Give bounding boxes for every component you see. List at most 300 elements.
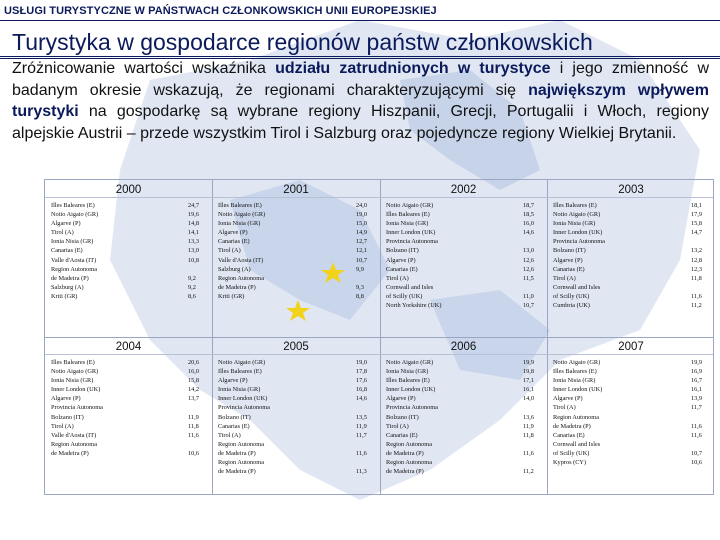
share-value: 11,5: [523, 274, 534, 282]
share-value: 15,8: [188, 377, 200, 385]
region-name: Bolzano (IT): [386, 413, 419, 421]
year-panel-2006: [380, 337, 547, 496]
region-name: Notio Aigaio (GR): [386, 202, 434, 209]
table-row: [218, 256, 376, 265]
table-row: [386, 301, 543, 310]
region-name: Cornwall and Isles: [553, 440, 601, 448]
region-name: de Madeira (P): [51, 274, 89, 282]
table-row: [553, 201, 711, 210]
table-row: [553, 274, 711, 283]
region-name: Bolzano (IT): [51, 413, 84, 421]
year-panel-2003: [547, 180, 715, 337]
region-name: Ionia Nisia (GR): [218, 386, 261, 394]
regions-table-grid: [44, 179, 714, 495]
table-row: [51, 431, 208, 440]
share-value: 17,8: [356, 368, 368, 376]
table-row: [218, 431, 376, 440]
share-value: 14,2: [188, 386, 200, 394]
year-heading: 2004: [115, 341, 142, 353]
share-value: 9,3: [356, 283, 364, 291]
intro-emphasis-2: największym wpływem turystyki: [12, 81, 710, 120]
table-row: [386, 201, 543, 210]
table-row: [51, 265, 208, 274]
share-value: 14,6: [523, 229, 535, 237]
table-row: [386, 440, 543, 449]
share-value: 24,7: [188, 202, 200, 209]
region-name: Illes Baleares (E): [386, 377, 430, 385]
table-row: [553, 413, 711, 422]
share-value: 10,7: [523, 302, 535, 310]
region-name: Region Autonoma: [218, 274, 264, 282]
share-value: 8,8: [356, 292, 364, 300]
region-name: Ionia Nisia (GR): [51, 377, 94, 385]
region-name: Provincia Autonoma: [553, 238, 605, 246]
table-row: [386, 274, 543, 283]
share-value: 11,0: [523, 292, 534, 300]
table-row: [553, 403, 711, 412]
table-row: [51, 376, 208, 385]
year-panel-2004: [45, 337, 212, 496]
table-row: [386, 237, 543, 246]
share-value: [691, 440, 711, 449]
share-value: 11,6: [188, 431, 199, 439]
year-panel-2007: [547, 337, 715, 496]
region-name: Notio Aigaio (GR): [51, 211, 99, 219]
region-name: Valle d'Aosta (IT): [51, 431, 97, 439]
share-value: 12,6: [523, 265, 535, 273]
table-row: [386, 292, 543, 301]
year-panel-2000: [45, 180, 212, 337]
table-row: [386, 449, 543, 458]
table-row: [553, 458, 711, 467]
region-name: Tirol (A): [386, 422, 409, 430]
region-name: Inner London (UK): [386, 229, 436, 237]
region-name: Ionia Nisia (GR): [218, 220, 261, 228]
region-name: Canarias (E): [386, 431, 418, 439]
share-value: [188, 440, 208, 449]
region-name: Algarve (P): [51, 395, 81, 403]
table-row: [553, 237, 711, 246]
header-divider: [0, 20, 720, 21]
region-name: Tirol (A): [51, 229, 74, 237]
region-name: Inner London (UK): [553, 386, 603, 394]
table-row: [553, 265, 711, 274]
share-value: 10,7: [691, 449, 703, 457]
region-name: Algarve (P): [51, 220, 81, 228]
region-name: Illes Baleares (E): [553, 368, 597, 376]
table-row: [386, 283, 543, 292]
intro-paragraph: [12, 58, 709, 144]
year-heading: 2005: [283, 341, 309, 353]
region-name: Tirol (A): [218, 247, 241, 255]
share-value: 10,6: [188, 449, 200, 457]
table-row: [386, 385, 543, 394]
share-value: 17,1: [523, 377, 535, 385]
region-name: de Madeira (P): [218, 449, 256, 457]
region-name: Illes Baleares (E): [218, 368, 262, 376]
table-row: [386, 367, 543, 376]
table-row: [386, 403, 543, 412]
year-panel-2002: [380, 180, 547, 337]
table-row: [51, 403, 208, 412]
table-row: [218, 210, 376, 219]
region-name: de Madeira (P): [386, 468, 424, 476]
share-value: 16,9: [691, 368, 703, 376]
region-name: Canarias (E): [553, 431, 585, 439]
table-row: [553, 385, 711, 394]
region-name: Cornwall and Isles: [386, 283, 434, 291]
table-row: [386, 265, 543, 274]
share-value: 19,0: [356, 211, 368, 219]
table-row: [553, 431, 711, 440]
share-value: 13,9: [691, 395, 703, 403]
share-value: 12,7: [356, 238, 368, 246]
table-row: [553, 210, 711, 219]
share-value: 13,0: [188, 247, 200, 255]
share-value: 11,7: [356, 431, 367, 439]
share-value: 24,0: [356, 202, 368, 209]
region-name: Cumbria (UK): [553, 302, 590, 310]
table-row: [218, 292, 376, 301]
share-value: 11,6: [691, 292, 702, 300]
region-name: Ionia Nisia (GR): [553, 220, 596, 228]
region-name: Algarve (P): [553, 256, 583, 264]
year-heading: 2006: [450, 341, 477, 353]
share-value: 11,2: [691, 302, 702, 310]
region-list: [51, 201, 208, 301]
share-value: 19,0: [356, 359, 368, 366]
share-value: 14,7: [691, 229, 703, 237]
share-value: 15,8: [691, 220, 703, 228]
share-value: [188, 265, 208, 274]
share-value: 13,3: [188, 238, 200, 246]
year-heading: 2007: [618, 341, 644, 353]
share-value: 18,5: [523, 211, 535, 219]
region-name: Illes Baleares (E): [51, 202, 95, 209]
share-value: 12,3: [691, 265, 703, 273]
region-name: Bolzano (IT): [218, 413, 251, 421]
share-value: [356, 440, 376, 449]
share-value: [691, 413, 711, 422]
table-row: [553, 246, 711, 255]
table-row: [51, 228, 208, 237]
region-name: Region Autonoma: [51, 265, 97, 273]
share-value: 19,8: [523, 368, 535, 376]
share-value: 9,2: [188, 283, 196, 291]
region-name: de Madeira (P): [51, 449, 89, 457]
region-name: Algarve (P): [218, 229, 248, 237]
share-value: [356, 458, 376, 467]
region-name: Ionia Nisia (GR): [386, 220, 429, 228]
region-name: Valle d'Aosta (IT): [218, 256, 264, 264]
region-name: Kriti (GR): [218, 292, 245, 300]
region-name: Provincia Autonoma: [386, 404, 438, 412]
share-value: [523, 237, 543, 246]
region-name: Tirol (A): [553, 404, 576, 412]
table-row: [386, 210, 543, 219]
share-value: 20,6: [188, 359, 200, 366]
table-row: [553, 449, 711, 458]
table-row: [218, 385, 376, 394]
table-row: [51, 440, 208, 449]
share-value: 16,1: [691, 386, 703, 394]
region-name: Salzburg (A): [218, 265, 251, 273]
region-name: Provincia Autonoma: [51, 404, 103, 412]
region-name: Tirol (A): [386, 274, 409, 282]
share-value: 13,0: [523, 247, 535, 255]
table-row: [51, 201, 208, 210]
share-value: 13,6: [523, 413, 535, 421]
share-value: [691, 283, 711, 292]
region-name: Algarve (P): [553, 395, 583, 403]
share-value: 14,8: [188, 220, 200, 228]
table-row: [553, 219, 711, 228]
share-value: [523, 440, 543, 449]
region-list: [553, 201, 711, 310]
region-name: Region Autonoma: [386, 440, 432, 448]
share-value: 14,9: [356, 229, 368, 237]
year-heading: 2001: [283, 184, 309, 196]
region-name: Inner London (UK): [218, 395, 268, 403]
table-row: [386, 246, 543, 255]
table-row: [218, 246, 376, 255]
table-row: [386, 458, 543, 467]
share-value: 13,2: [691, 247, 703, 255]
region-name: Region Autonoma: [553, 413, 599, 421]
share-value: 11,8: [523, 431, 534, 439]
region-name: North Yorkshire (UK): [386, 302, 442, 310]
share-value: [356, 403, 376, 412]
table-row: [553, 440, 711, 449]
table-row: [51, 210, 208, 219]
region-name: Kriti (GR): [51, 292, 78, 300]
share-value: 15,0: [356, 220, 368, 228]
table-row: [553, 422, 711, 431]
region-name: Tirol (A): [51, 422, 74, 430]
region-name: Ionia Nisia (GR): [553, 377, 596, 385]
region-list: [386, 201, 543, 310]
table-row: [218, 228, 376, 237]
share-value: 16,0: [188, 368, 200, 376]
region-name: de Madeira (P): [386, 449, 424, 457]
share-value: 10,8: [188, 256, 200, 264]
table-row: [51, 394, 208, 403]
region-name: Illes Baleares (E): [553, 202, 597, 209]
region-name: Canarias (E): [51, 247, 83, 255]
region-name: Canarias (E): [218, 422, 250, 430]
region-name: of Scilly (UK): [553, 449, 590, 457]
table-row: [553, 283, 711, 292]
region-name: Notio Aigaio (GR): [553, 211, 601, 219]
year-heading: 2003: [618, 184, 644, 196]
table-row: [553, 228, 711, 237]
share-value: 8,6: [188, 292, 196, 300]
table-row: [51, 219, 208, 228]
table-row: [218, 358, 376, 367]
table-row: [51, 422, 208, 431]
region-name: Ionia Nisia (GR): [386, 368, 429, 376]
region-name: Algarve (P): [386, 395, 416, 403]
region-name: Notio Aigaio (GR): [51, 368, 99, 376]
share-value: [188, 403, 208, 412]
region-name: Algarve (P): [218, 377, 248, 385]
table-row: [386, 413, 543, 422]
table-row: [218, 449, 376, 458]
share-value: 12,1: [356, 247, 368, 255]
region-name: Algarve (P): [386, 256, 416, 264]
share-value: 9,2: [188, 274, 196, 282]
share-value: 14,1: [188, 229, 200, 237]
share-value: 14,0: [523, 395, 535, 403]
table-row: [218, 458, 376, 467]
table-row: [218, 440, 376, 449]
share-value: 10,6: [691, 459, 703, 467]
table-row: [218, 274, 376, 283]
share-value: 17,6: [356, 377, 368, 385]
share-value: 11,6: [523, 449, 534, 457]
region-name: de Madeira (P): [218, 283, 256, 291]
table-row: [218, 376, 376, 385]
table-row: [553, 358, 711, 367]
share-value: [523, 283, 543, 292]
region-list: [218, 201, 376, 301]
share-value: 11,8: [691, 274, 702, 282]
share-value: 19,9: [691, 359, 703, 366]
share-value: 11,6: [691, 431, 702, 439]
region-name: Provincia Autonoma: [386, 238, 438, 246]
share-value: 11,9: [188, 413, 199, 421]
region-name: of Scilly (UK): [553, 292, 590, 300]
region-name: Tirol (A): [218, 431, 241, 439]
slide-title: Turystyka w gospodarce regionów państw członkowskich: [12, 29, 593, 55]
table-row: [218, 237, 376, 246]
table-row: [386, 431, 543, 440]
table-row: [218, 394, 376, 403]
share-value: 9,9: [356, 265, 364, 273]
share-value: 19,9: [523, 359, 535, 366]
share-value: 16,1: [523, 386, 535, 394]
table-row: [51, 283, 208, 292]
table-row: [51, 237, 208, 246]
region-name: Canarias (E): [553, 265, 585, 273]
intro-text-1: Zróżnicowanie wartości wskaźnika: [12, 60, 276, 77]
share-value: 14,6: [356, 395, 368, 403]
table-row: [218, 422, 376, 431]
share-value: 11,2: [523, 468, 534, 476]
table-row: [553, 292, 711, 301]
region-name: de Madeira (P): [218, 468, 256, 476]
table-row: [386, 358, 543, 367]
region-name: Region Autonoma: [218, 440, 264, 448]
intro-text-2: i jego zmienność w badanym okresie wskazują, że regionami charakteryzującymi się: [12, 60, 710, 99]
table-row: [51, 274, 208, 283]
table-row: [218, 467, 376, 476]
region-list: [51, 358, 208, 458]
region-name: Provincia Autonoma: [218, 404, 270, 412]
region-name: Ionia Nisia (GR): [51, 238, 94, 246]
table-row: [218, 265, 376, 274]
region-list: [553, 358, 711, 467]
share-value: 13,5: [356, 413, 368, 421]
year-panel-2005: [212, 337, 380, 496]
table-row: [386, 394, 543, 403]
table-row: [51, 385, 208, 394]
region-name: Illes Baleares (E): [51, 359, 95, 366]
region-name: Region Autonoma: [386, 459, 432, 467]
year-panel-2001: [212, 180, 380, 337]
share-value: 10,7: [356, 256, 368, 264]
region-name: Notio Aigaio (GR): [218, 211, 266, 219]
share-value: 18,7: [523, 202, 535, 209]
share-value: 11,6: [356, 449, 367, 457]
share-value: 16,0: [523, 220, 535, 228]
region-name: Tirol (A): [553, 274, 576, 282]
table-row: [386, 376, 543, 385]
table-row: [51, 413, 208, 422]
region-list: [218, 358, 376, 476]
region-name: de Madeira (P): [553, 422, 591, 430]
table-row: [51, 292, 208, 301]
share-value: [523, 403, 543, 412]
region-name: Illes Baleares (E): [218, 202, 262, 209]
share-value: 11,9: [356, 422, 367, 430]
table-row: [386, 228, 543, 237]
table-row: [386, 219, 543, 228]
region-name: Region Autonoma: [51, 440, 97, 448]
table-row: [51, 358, 208, 367]
table-row: [553, 367, 711, 376]
share-value: 11,6: [691, 422, 702, 430]
table-row: [218, 413, 376, 422]
share-value: 11,9: [523, 422, 534, 430]
table-row: [553, 256, 711, 265]
table-row: [553, 394, 711, 403]
table-row: [386, 422, 543, 431]
share-value: 16,8: [356, 386, 368, 394]
table-row: [218, 283, 376, 292]
share-value: 12,6: [523, 256, 535, 264]
intro-emphasis-1: udziału zatrudnionych w turystyce: [275, 60, 551, 77]
region-name: Inner London (UK): [386, 386, 436, 394]
share-value: 12,8: [691, 256, 703, 264]
table-row: [51, 256, 208, 265]
table-row: [51, 367, 208, 376]
table-row: [51, 449, 208, 458]
region-name: Region Autonoma: [218, 459, 264, 467]
table-row: [218, 367, 376, 376]
region-name: Illes Baleares (E): [386, 211, 430, 219]
region-name: Inner London (UK): [51, 386, 101, 394]
region-name: Canarias (E): [218, 238, 250, 246]
table-row: [218, 219, 376, 228]
region-name: Notio Aigaio (GR): [218, 359, 266, 366]
table-row: [218, 201, 376, 210]
slide-header: USŁUGI TURYSTYCZNE W PAŃSTWACH CZŁONKOWSKICH UNII EUROPEJSKIEJ: [4, 5, 437, 17]
region-name: Notio Aigaio (GR): [553, 359, 601, 366]
region-name: Kypros (CY): [553, 459, 587, 467]
region-name: Valle d'Aosta (IT): [51, 256, 97, 264]
share-value: 11,7: [691, 404, 702, 412]
region-name: Bolzano (IT): [553, 247, 586, 255]
share-value: 11,8: [188, 422, 199, 430]
intro-text-3: na gospodarkę są wybrane regiony Hiszpanii, Grecji, Portugalii i Włoch, regiony alpejskie Austrii – przede wszystkim Tirol i Salzburg oraz pojedyncze regiony Wielkiej Brytanii.: [12, 103, 709, 142]
region-name: Canarias (E): [386, 265, 418, 273]
region-name: of Scilly (UK): [386, 292, 423, 300]
region-name: Inner London (UK): [553, 229, 603, 237]
table-row: [218, 403, 376, 412]
share-value: 16,7: [691, 377, 703, 385]
year-heading: 2000: [115, 184, 142, 196]
